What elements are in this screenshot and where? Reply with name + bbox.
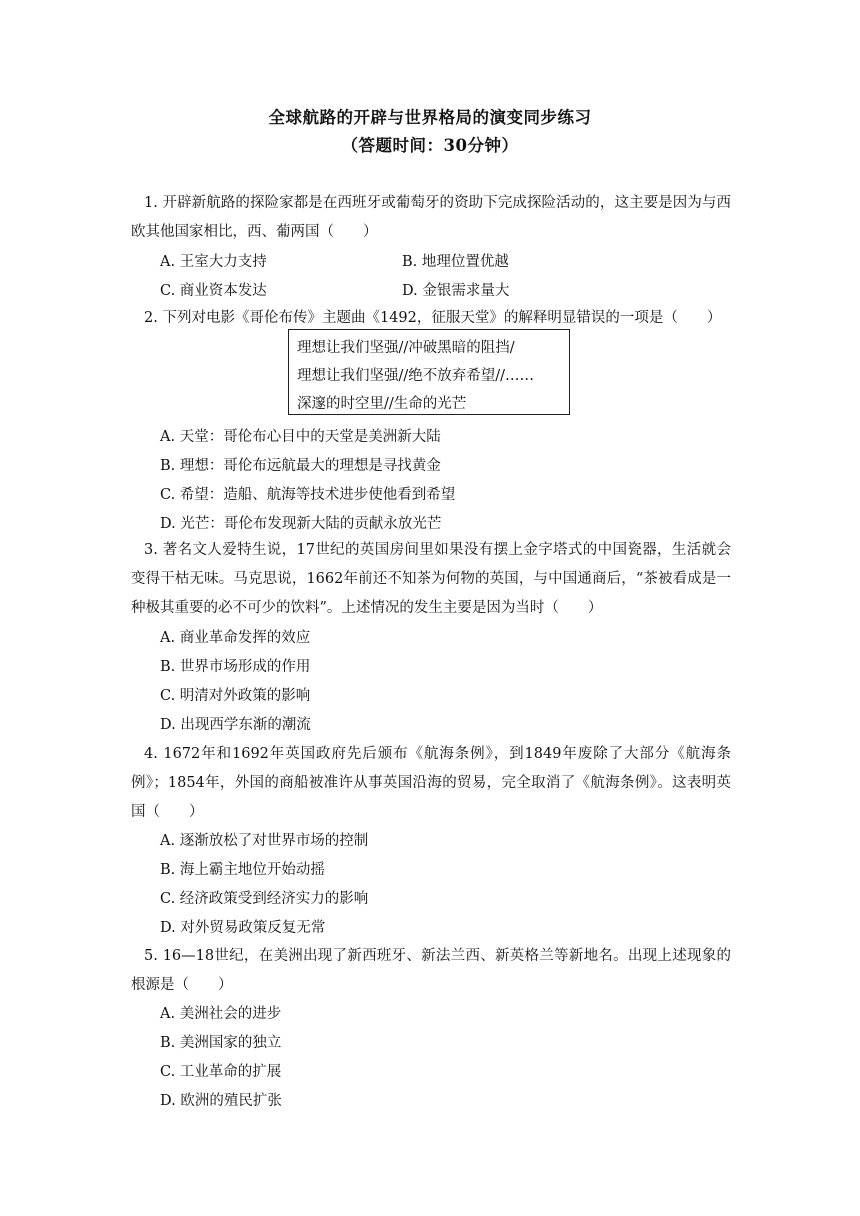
question-3-option-b: B. 世界市场形成的作用 — [160, 659, 311, 675]
question-4-stem: 4. 1672年和1692年英国政府先后颁布《航海条例》，到1849年废除了大部分《航海条例》；1854年，外国的商船被准许从事英国沿海的贸易，完全取消了《航海条例》。这表明英国（ ） — [131, 746, 731, 821]
lyrics-line-2: 理想让我们坚强//绝不放弃希望//…… — [297, 368, 535, 384]
question-5-option-a: A. 美洲社会的进步 — [160, 1006, 282, 1022]
question-3-option-c: C. 明清对外政策的影响 — [160, 688, 311, 704]
question-3-option-d: D. 出现西学东渐的潮流 — [160, 717, 311, 733]
question-2-option-d: D. 光芒：哥伦布发现新大陆的贡献永放光芒 — [160, 516, 442, 532]
question-4-option-c: C. 经济政策受到经济实力的影响 — [160, 891, 369, 907]
question-1-option-a: A. 王室大力支持 — [160, 254, 267, 270]
question-5-option-d: D. 欧洲的殖民扩张 — [160, 1093, 282, 1109]
question-5-option-c: C. 工业革命的扩展 — [160, 1064, 282, 1080]
question-1-option-c: C. 商业资本发达 — [160, 283, 267, 299]
question-2-option-c: C. 希望：造船、航海等技术进步使他看到希望 — [160, 487, 456, 503]
lyrics-line-1: 理想让我们坚强//冲破黑暗的阻挡/ — [297, 340, 515, 356]
question-4-option-b: B. 海上霸主地位开始动摇 — [160, 862, 325, 878]
question-4-option-d: D. 对外贸易政策反复无常 — [160, 920, 326, 936]
question-1-stem: 1. 开辟新航路的探险家都是在西班牙或葡萄牙的资助下完成探险活动的，这主要是因为与西欧其他国家相比，西、葡两国（ ） — [131, 195, 731, 241]
question-3-option-a: A. 商业革命发挥的效应 — [160, 630, 311, 646]
question-4-option-a: A. 逐渐放松了对世界市场的控制 — [160, 833, 369, 849]
lyrics-line-3: 深邃的时空里//生命的光芒 — [297, 396, 467, 412]
question-2-option-a: A. 天堂：哥伦布心目中的天堂是美洲新大陆 — [160, 429, 441, 445]
question-2-stem: 2. 下列对电影《哥伦布传》主题曲《1492，征服天堂》的解释明显错误的一项是（ ） — [144, 310, 722, 326]
document-title: 全球航路的开辟与世界格局的演变同步练习 — [268, 108, 592, 127]
question-1-option-d: D. 金银需求量大 — [402, 283, 510, 299]
question-2-option-b: B. 理想：哥伦布远航最大的理想是寻找黄金 — [160, 458, 441, 474]
time-limit-subtitle: （答题时间：30分钟） — [341, 136, 519, 155]
lyrics-quote-box — [288, 329, 570, 415]
question-5-stem: 5. 16—18世纪，在美洲出现了新西班牙、新法兰西、新英格兰等新地名。出现上述现象的根源是（ ） — [131, 948, 731, 994]
question-1-option-b: B. 地理位置优越 — [402, 254, 509, 270]
question-5-option-b: B. 美洲国家的独立 — [160, 1035, 282, 1051]
question-3-stem: 3. 著名文人爱特生说，17世纪的英国房间里如果没有摆上金字塔式的中国瓷器，生活就会变得干枯无味。马克思说，1662年前还不知茶为何物的英国，与中国通商后，“茶被看成是一种极其重要的必不可少的饮料”。上述情况的发生主要是因为当时（ ） — [131, 542, 731, 617]
